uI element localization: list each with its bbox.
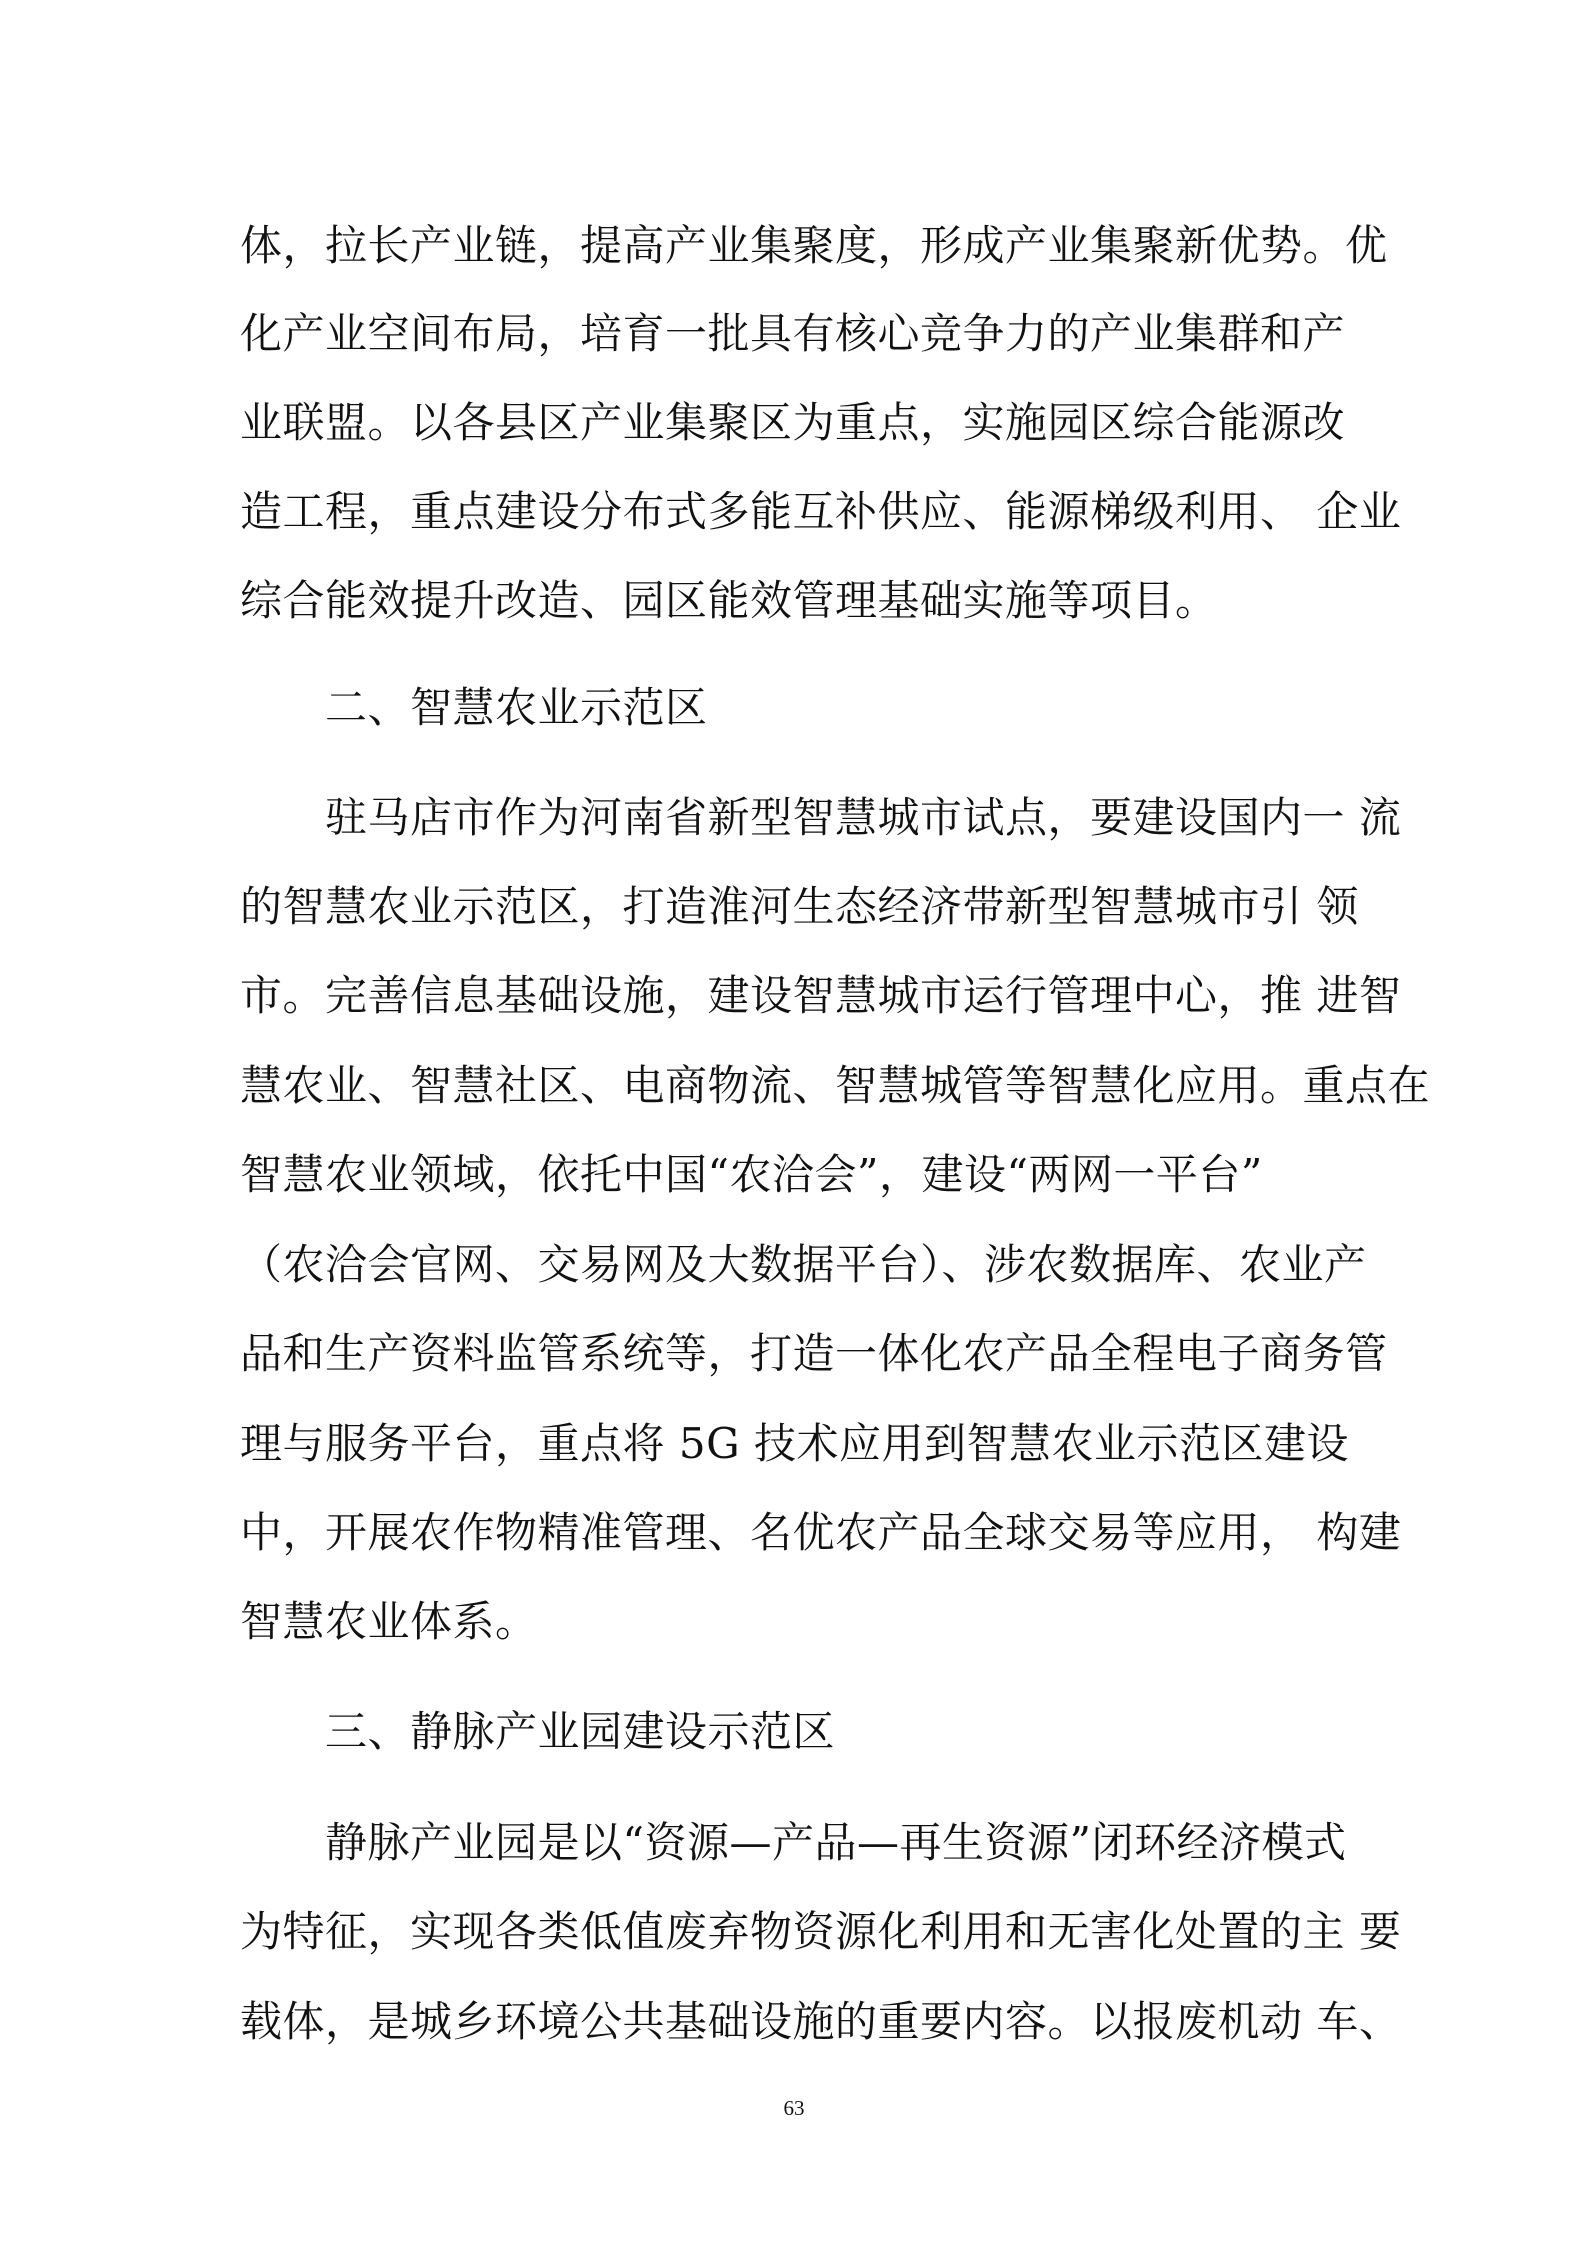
body-text-line: 智慧农业体系。 (240, 1597, 538, 1646)
body-text-line: 市。完善信息基础设施，建设智慧城市运行管理中心，推 进智 (240, 971, 1402, 1020)
body-text-line: 业联盟。以各县区产业集聚区为重点，实施园区综合能源改 (240, 398, 1346, 447)
body-text-line: 体，拉长产业链，提高产业集聚度，形成产业集聚新优势。优 (240, 221, 1388, 270)
page-number: 63 (783, 2096, 805, 2120)
body-text-line: 的智慧农业示范区，打造淮河生态经济带新型智慧城市引 领 (240, 882, 1359, 931)
body-text-line: 驻马店市作为河南省新型智慧城市试点，要建设国内一 流 (325, 793, 1402, 842)
body-text-line: 慧农业、智慧社区、电商物流、智慧城管等智慧化应用。重点在 (240, 1061, 1431, 1110)
section-heading-smart-agriculture: 二、智慧农业示范区 (325, 683, 708, 732)
body-text-line: 智慧农业领域，依托中国“农洽会”，建设“两网一平台” (240, 1150, 1263, 1199)
body-text-line: （农洽会官网、交易网及大数据平台）、涉农数据库、农业产 (240, 1240, 1367, 1289)
body-text-line: 综合能效提升改造、园区能效管理基础实施等项目。 (240, 576, 1218, 625)
body-text-line: 载体，是城乡环境公共基础设施的重要内容。以报废机动 车、 (240, 1997, 1402, 2046)
body-text-line: 化产业空间布局，培育一批具有核心竞争力的产业集群和产 (240, 309, 1346, 358)
section-heading-venous-industrial-park: 三、静脉产业园建设示范区 (325, 1707, 836, 1756)
body-text-line: 中，开展农作物精准管理、名优农产品全球交易等应用， 构建 (240, 1508, 1402, 1557)
body-text-line: 静脉产业园是以“资源—产品—再生资源”闭环经济模式 (325, 1818, 1347, 1867)
body-text-line: 品和生产资料监管系统等，打造一体化农产品全程电子商务管 (240, 1329, 1388, 1378)
body-text-line: 造工程，重点建设分布式多能互补供应、能源梯级利用、 企业 (240, 487, 1402, 536)
body-text-line: 理与服务平台，重点将 5G 技术应用到智慧农业示范区建设 (240, 1419, 1349, 1468)
body-text-line: 为特征，实现各类低值废弃物资源化利用和无害化处置的主 要 (240, 1907, 1402, 1956)
